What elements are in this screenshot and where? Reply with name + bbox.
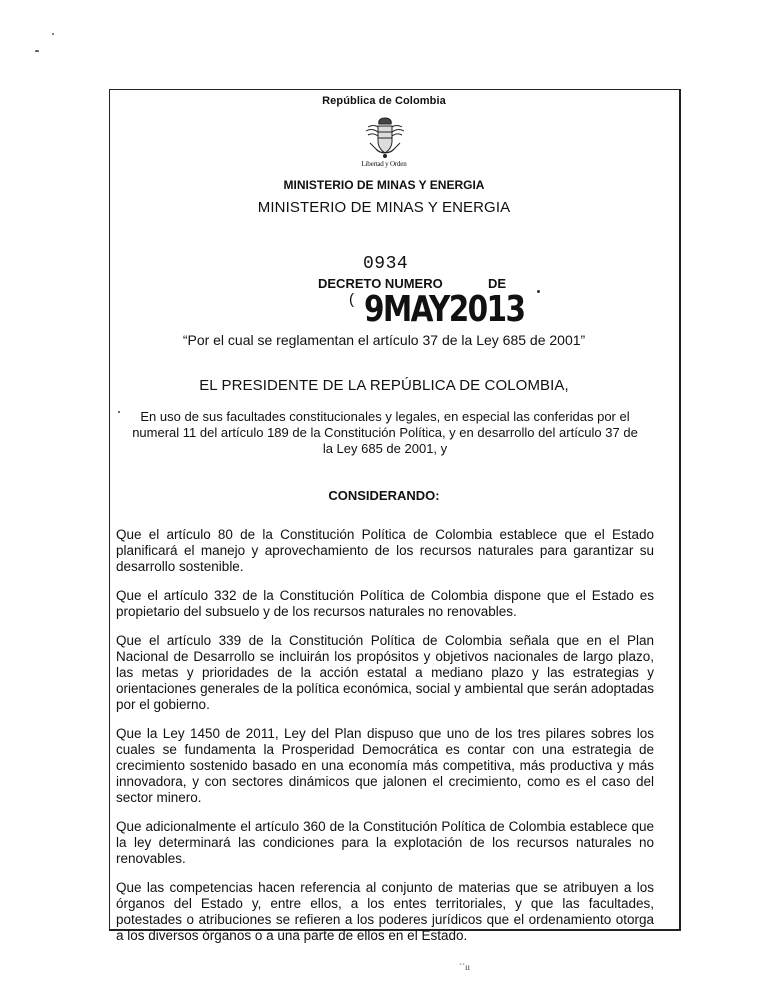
date-open-paren: ( [349,291,354,308]
scan-speck [35,50,39,52]
consideration-paragraph: Que las competencias hacen referencia al conjunto de materias que se atribuyen a los órganos del Estado y, entre ellos, a los entes territoriales, y que las facultades, potestades o atribuciones se refieren a los poderes jurídicos que el ordenamiento otorga a los diversos órganos o a una parte de ellos en el Estado. [116,880,654,943]
decree-subject: “Por el cual se reglamentan el artículo 37 de la Ley 685 de 2001” [182,332,586,348]
stamp-mark [537,290,540,293]
preamble: En uso de sus facultades constitucionales y legales, en especial las conferidas por el numeral 11 del artículo 189 de la Constitución Política, y en desarrollo del artículo 37 de la Ley 685 de 2001, y [132,409,638,456]
coat-of-arms-icon [364,115,406,159]
decree-date-label: DE [488,276,507,291]
ministry-heading: MINISTERIO DE MINAS Y ENERGIA [257,199,511,216]
national-motto: Libertad y Orden [361,160,407,168]
considerations-body [116,527,654,957]
date-stamp: 9MAY2013 [364,289,525,330]
consideration-paragraph: Que adicionalmente el artículo 360 de la Constitución Política de Colombia establece que la ley determinará las condiciones para la explotación de los recursos naturales no renovables. [116,819,654,866]
page-mark: ´´ıı [459,962,470,972]
republic-heading: República de Colombia [322,95,446,107]
ministry-heading-bold: MINISTERIO DE MINAS Y ENERGIA [283,178,485,192]
scan-speck [52,33,54,35]
consideration-paragraph: Que el artículo 80 de la Constitución Política de Colombia establece que el Estado planificará el manejo y aprovechamiento de los recursos naturales para garantizar su desarrollo sostenible. [116,527,654,574]
president-heading: EL PRESIDENTE DE LA REPÚBLICA DE COLOMBIA, [199,377,569,394]
decree-number: 0934 [363,254,409,274]
decree-number-label: DECRETO NUMERO [318,276,443,291]
consideration-paragraph: Que el artículo 339 de la Constitución Política de Colombia señala que en el Plan Nacional de Desarrollo se incluirán los propósitos y objetivos nacionales de largo plazo, las metas y prioridades de la acción estatal a mediano plazo y las estrategias y orientaciones generales de la política económica, social y ambiental que serán adoptadas por el gobierno. [116,633,654,712]
consideration-paragraph: Que el artículo 332 de la Constitución Política de Colombia dispone que el Estado es propietario del subsuelo y de los recursos naturales no renovables. [116,588,654,619]
consideration-paragraph: Que la Ley 1450 de 2011, Ley del Plan dispuso que uno de los tres pilares sobres los cuales se fundamenta la Prosperidad Democrática es contar con una estrategia de crecimiento sostenido basado en una economía más competitiva, más productiva y más innovadora, y con sectores dinámicos que jalonen el crecimiento, como es el caso del sector minero. [116,726,654,805]
considerando-heading: CONSIDERANDO: [328,488,440,503]
